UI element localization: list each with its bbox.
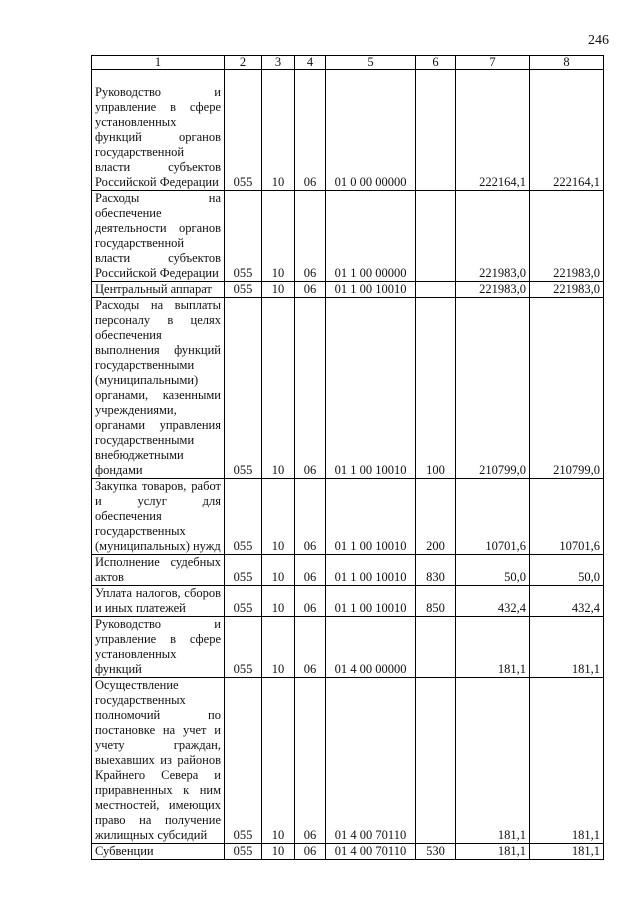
row-expense-type: 850 [416,586,456,617]
row-target-article: 01 1 00 00000 [326,191,416,282]
page-number: 246 [588,33,609,48]
row-name: Субвенции [92,844,225,860]
header-col-3: 3 [262,56,295,70]
row-amount-col7: 432,4 [456,586,530,617]
row-ministry-code: 055 [225,191,262,282]
row-target-article: 01 1 00 10010 [326,479,416,555]
row-name: Закупка товаров, работ и услуг для обеспечения государственных (муниципальных) нужд [92,479,225,555]
row-target-article: 01 0 00 00000 [326,70,416,191]
row-name: Уплата налогов, сборов и иных платежей [92,586,225,617]
row-target-article: 01 1 00 10010 [326,282,416,298]
row-name: Центральный аппарат [92,282,225,298]
row-amount-col7: 50,0 [456,555,530,586]
row-name: Осуществление государственных полномочий по постановке на учет и учету граждан, выехавших из районов Крайнего Севера и приравненных к ним местностей, имеющих право на получение жилищных субсидий [92,678,225,844]
row-section: 10 [262,617,295,678]
row-expense-type [416,282,456,298]
row-amount-col7: 210799,0 [456,298,530,479]
row-ministry-code: 055 [225,282,262,298]
row-expense-type: 830 [416,555,456,586]
row-name: Расходы на выплаты персоналу в целях обеспечения выполнения функций государственными (муниципальными) органами, казенными учреждениями, органами управления государственными внебюджетными фондами [92,298,225,479]
table-row [92,70,604,191]
row-ministry-code: 055 [225,479,262,555]
row-expense-type: 100 [416,298,456,479]
row-ministry-code: 055 [225,555,262,586]
row-subsection: 06 [295,479,326,555]
row-section: 10 [262,191,295,282]
row-amount-col8: 181,1 [530,617,604,678]
row-amount-col7: 181,1 [456,678,530,844]
row-target-article: 01 1 00 10010 [326,555,416,586]
header-col-2: 2 [225,56,262,70]
row-section: 10 [262,844,295,860]
header-col-4: 4 [295,56,326,70]
row-amount-col8: 210799,0 [530,298,604,479]
row-section: 10 [262,586,295,617]
row-subsection: 06 [295,617,326,678]
row-amount-col7: 10701,6 [456,479,530,555]
table-row [92,586,604,617]
table-row [92,479,604,555]
table-row [92,298,604,479]
row-subsection: 06 [295,586,326,617]
row-section: 10 [262,678,295,844]
row-name: Исполнение судебных актов [92,555,225,586]
row-section: 10 [262,479,295,555]
row-amount-col8: 50,0 [530,555,604,586]
row-name: Расходы на обеспечение деятельности органов государственной власти субъектов Российской Федерации [92,191,225,282]
row-expense-type [416,678,456,844]
row-expense-type: 200 [416,479,456,555]
header-col-1: 1 [92,56,225,70]
row-section: 10 [262,555,295,586]
row-target-article: 01 4 00 70110 [326,844,416,860]
row-amount-col8: 221983,0 [530,282,604,298]
row-ministry-code: 055 [225,70,262,191]
row-ministry-code: 055 [225,586,262,617]
row-amount-col8: 181,1 [530,844,604,860]
table-header-row [92,56,604,70]
row-amount-col8: 221983,0 [530,191,604,282]
row-ministry-code: 055 [225,617,262,678]
row-name: Руководство и управление в сфере установленных функций органов государственной власти субъектов Российской Федерации [92,70,225,191]
table-row [92,555,604,586]
row-amount-col7: 181,1 [456,844,530,860]
row-target-article: 01 4 00 00000 [326,617,416,678]
header-col-6: 6 [416,56,456,70]
row-subsection: 06 [295,282,326,298]
row-expense-type [416,191,456,282]
table-row [92,844,604,860]
table-row [92,678,604,844]
row-amount-col7: 181,1 [456,617,530,678]
row-amount-col8: 181,1 [530,678,604,844]
row-amount-col7: 222164,1 [456,70,530,191]
row-target-article: 01 4 00 70110 [326,678,416,844]
row-amount-col8: 10701,6 [530,479,604,555]
row-section: 10 [262,298,295,479]
budget-table [91,55,604,860]
table-row [92,617,604,678]
row-subsection: 06 [295,70,326,191]
table-row [92,191,604,282]
row-ministry-code: 055 [225,844,262,860]
row-expense-type [416,617,456,678]
row-amount-col8: 222164,1 [530,70,604,191]
row-subsection: 06 [295,555,326,586]
row-amount-col7: 221983,0 [456,282,530,298]
row-subsection: 06 [295,844,326,860]
row-name: Руководство и управление в сфере установленных функций [92,617,225,678]
row-expense-type: 530 [416,844,456,860]
header-col-7: 7 [456,56,530,70]
row-ministry-code: 055 [225,298,262,479]
row-amount-col8: 432,4 [530,586,604,617]
row-subsection: 06 [295,298,326,479]
row-section: 10 [262,70,295,191]
table-row [92,282,604,298]
row-subsection: 06 [295,191,326,282]
row-section: 10 [262,282,295,298]
header-col-8: 8 [530,56,604,70]
row-amount-col7: 221983,0 [456,191,530,282]
row-target-article: 01 1 00 10010 [326,298,416,479]
row-ministry-code: 055 [225,678,262,844]
row-target-article: 01 1 00 10010 [326,586,416,617]
row-subsection: 06 [295,678,326,844]
header-col-5: 5 [326,56,416,70]
row-expense-type [416,70,456,191]
